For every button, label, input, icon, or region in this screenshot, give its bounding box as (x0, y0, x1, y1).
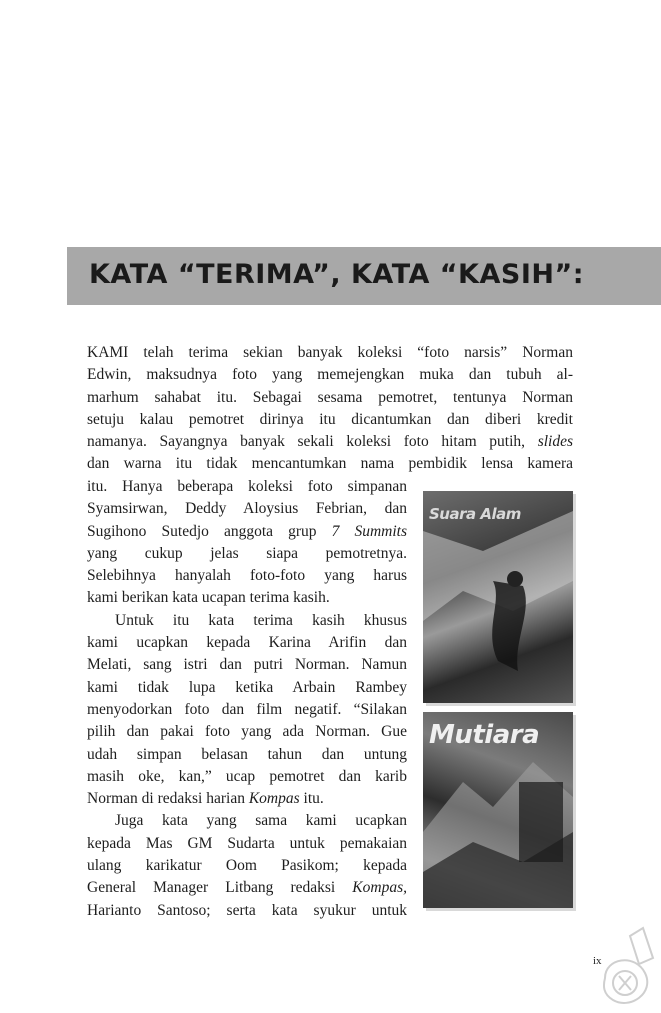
text-line: kami tidak lupa ketika Arbain Rambey (87, 678, 407, 696)
paragraph-narrow (87, 476, 407, 922)
text-italic: Kompas, (352, 879, 407, 897)
page-number: ix (593, 955, 602, 967)
text-line: dan warna itu tidak mencantumkan nama pembidik lensa kamera (87, 455, 573, 473)
chapter-title: KATA “TERIMA”, KATA “KASIH”: (89, 259, 585, 290)
magazine-title: Suara Alam (429, 505, 521, 523)
compass-icon (575, 918, 661, 1013)
text-line: pilih dan pakai foto yang ada Norman. Gue (87, 723, 407, 741)
text-line: itu. Hanya beberapa koleksi foto simpanan (87, 478, 407, 495)
text-italic: Kompas (248, 790, 300, 808)
text-italic: slides (537, 433, 573, 451)
climber-image (423, 491, 573, 703)
text-line: Selebihnya hanyalah foto-foto yang harus (87, 567, 407, 585)
text-line: Edwin, maksudnya foto yang memejengkan muka dan tubuh al- (87, 366, 573, 384)
text-line: Untuk itu kata terima kasih khusus (115, 611, 407, 629)
text-line: General Manager Litbang redaksi Kompas, (87, 879, 407, 897)
text-line: udah simpan belasan tahun dan untung (87, 745, 407, 763)
text-line: Juga kata yang sama kami ucapkan (115, 812, 407, 830)
text-line: Melati, sang istri dan putri Norman. Namun (87, 656, 407, 674)
text-line: ulang karikatur Oom Pasikom; kepada (87, 857, 407, 875)
text-line: KAMI telah terima sekian banyak koleksi “foto narsis” Norman (87, 344, 573, 361)
text-line: marhum sahabat itu. Sebagai sesama pemotret, tentunya Norman (87, 388, 573, 406)
text-line: Sugihono Sutedjo anggota grup 7 Summits (87, 522, 407, 540)
text-line (87, 431, 573, 453)
magazine-title: Mutiara (429, 720, 540, 750)
text-line: kami berikan kata ucapan terima kasih. (87, 589, 330, 607)
magazine-cover-photo (423, 712, 573, 908)
text-line: menyodorkan foto dan film negatif. “Silakan (87, 700, 407, 718)
text-line: Syamsirwan, Deddy Aloysius Febrian, dan (87, 500, 407, 518)
text-line: Harianto Santoso; serta kata syukur untuk (87, 901, 407, 919)
text-line: setuju kalau pemotret dirinya itu dicantumkan dan diberi kredit (87, 410, 573, 428)
text-line: yang cukup jelas siapa pemotretnya. (87, 544, 407, 562)
text-line-part: namanya. Sayangnya banyak sekali koleksi foto hitam putih, (87, 433, 538, 451)
text-line: Norman di redaksi harian Kompas itu. (87, 790, 324, 808)
title-banner (67, 247, 661, 305)
text-italic: 7 Summits (331, 522, 407, 540)
paragraph-intro (87, 342, 573, 476)
text-line: masih oke, kan,” ucap pemotret dan karib (87, 767, 407, 785)
text-line: kami ucapkan kepada Karina Arifin dan (87, 634, 407, 652)
magazine-cover-photo (423, 491, 573, 703)
text-line: kepada Mas GM Sudarta untuk pemakaian (87, 834, 407, 852)
